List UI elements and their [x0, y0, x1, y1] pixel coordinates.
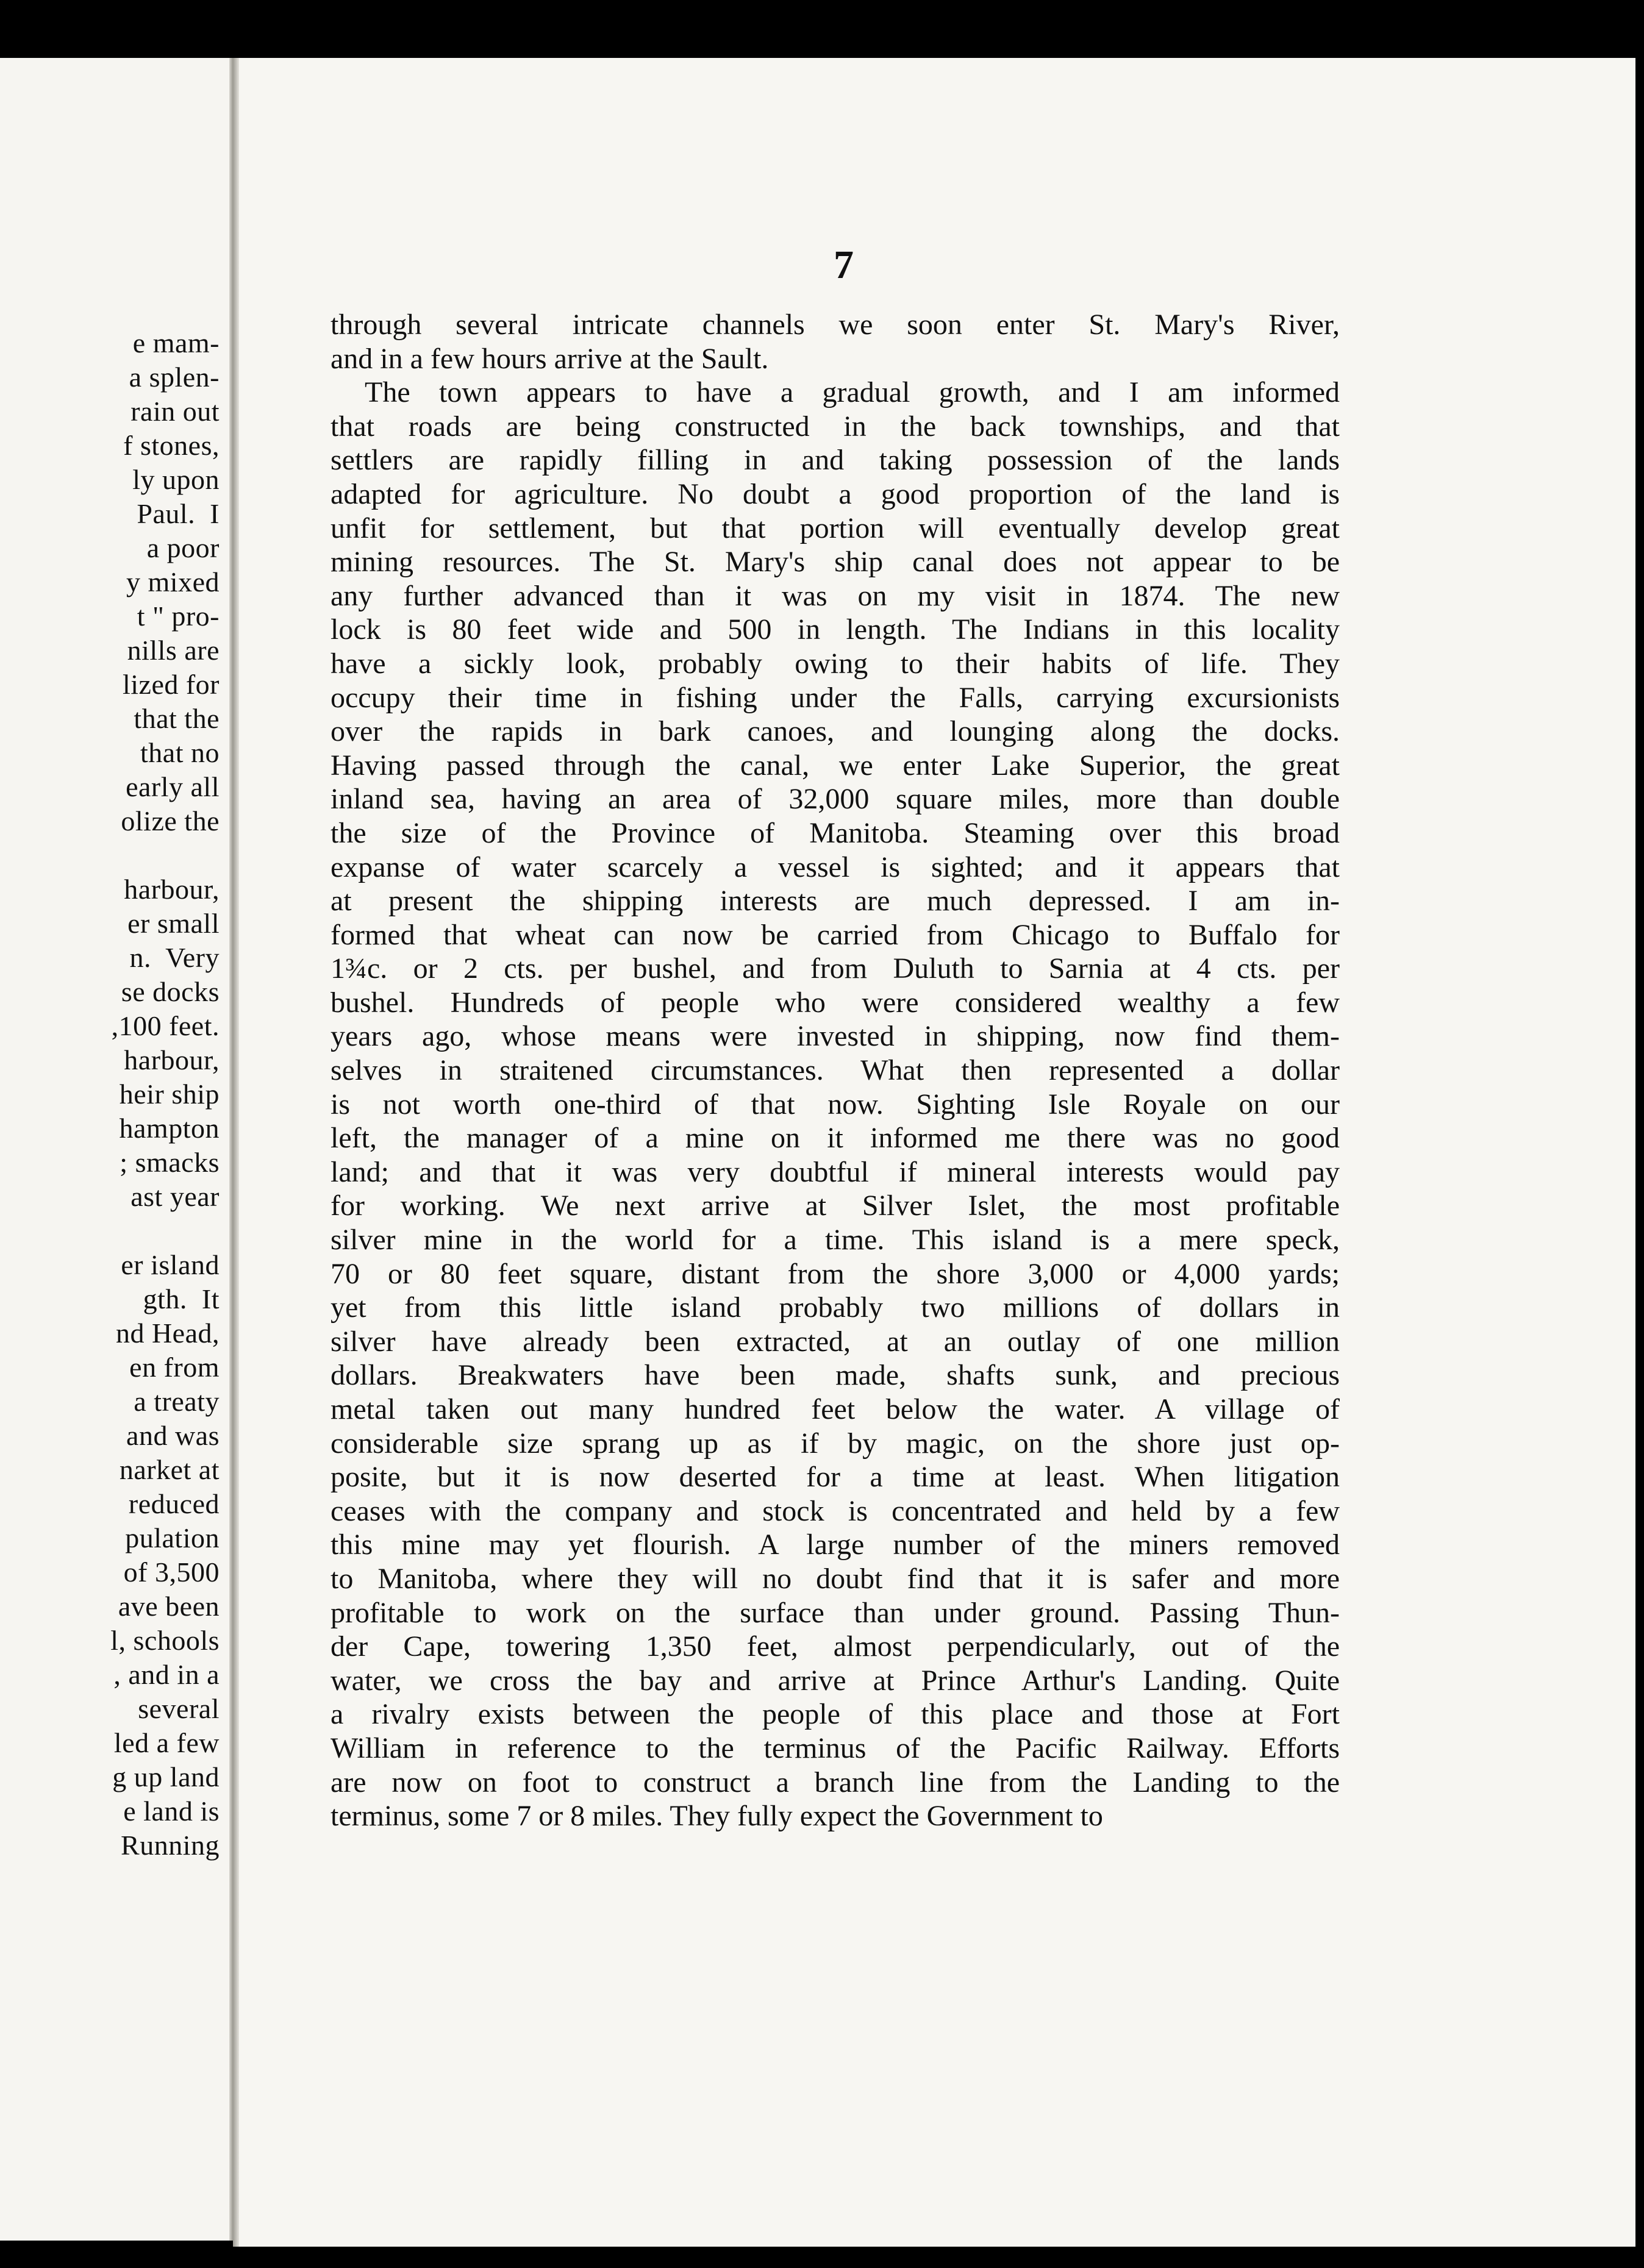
left-page-line: Running [121, 1830, 220, 1861]
left-page-line: pulation [125, 1522, 220, 1553]
left-page-line: ; smacks [120, 1147, 220, 1178]
left-page-line: olize the [121, 805, 220, 836]
body-line: this mine may yet flourish. A large number of the miners removed [331, 1528, 1340, 1561]
body-line: metal taken out many hundred feet below the water. A village of [331, 1393, 1340, 1425]
body-line: William in reference to the terminus of the Pacific Railway. Efforts [331, 1731, 1340, 1764]
left-page-line: a treaty [134, 1386, 220, 1417]
body-line: to Manitoba, where they will no doubt find that it is safer and more [331, 1562, 1340, 1595]
left-page-line: nills are [127, 635, 220, 666]
left-page-fragment [0, 58, 233, 2241]
left-page-line: and was [126, 1420, 220, 1451]
body-line: occupy their time in fishing under the Falls, carrying excursionists [331, 681, 1340, 714]
left-page-line: led a few [113, 1727, 220, 1758]
left-page-line: er small [127, 908, 220, 939]
body-line: are now on foot to construct a branch line from the Landing to the [331, 1766, 1340, 1799]
body-line: the size of the Province of Manitoba. Steaming over this broad [331, 816, 1340, 849]
body-line: have a sickly look, probably owing to their habits of life. They [331, 647, 1340, 680]
left-page-text-column [110, 326, 220, 1863]
body-line: land; and that it was very doubtful if mineral interests would pay [331, 1155, 1340, 1188]
body-line: and in a few hours arrive at the Sault. [331, 342, 769, 375]
body-line: dollars. Breakwaters have been made, shafts sunk, and precious [331, 1359, 1340, 1392]
left-page-line: y mixed [126, 566, 220, 597]
left-page-line: hampton [119, 1113, 220, 1144]
body-line: expanse of water scarcely a vessel is sighted; and it appears that [331, 850, 1340, 883]
left-page-line [110, 838, 220, 872]
body-line: left, the manager of a mine on it informed me there was no good [331, 1122, 1340, 1155]
page-number: 7 [834, 243, 854, 287]
body-line: The town appears to have a gradual growth, and I am informed [365, 376, 1340, 409]
left-page-line: reduced [128, 1488, 220, 1519]
left-page-line: that no [140, 737, 220, 768]
left-page-line: se docks [121, 976, 220, 1007]
body-line: silver have already been extracted, at an outlay of one million [331, 1325, 1340, 1358]
body-line: water, we cross the bay and arrive at Prince Arthur's Landing. Quite [331, 1664, 1340, 1697]
left-page-line: l, schools [110, 1625, 220, 1656]
body-line: silver mine in the world for a time. This island is a mere speck, [331, 1224, 1340, 1257]
body-line: lock is 80 feet wide and 500 in length. The Indians in this locality [331, 613, 1340, 646]
body-line: a rivalry exists between the people of this place and those at Fort [331, 1698, 1340, 1731]
left-page-line: rain out [130, 396, 220, 427]
body-line: inland sea, having an area of 32,000 square miles, more than double [331, 783, 1340, 816]
left-page-line: n. Very [129, 942, 220, 973]
left-page-line: t " pro- [137, 601, 220, 632]
left-page-line: of 3,500 [123, 1557, 220, 1588]
left-page-line: a poor [146, 532, 220, 563]
left-page-line: narket at [119, 1454, 220, 1485]
left-page-line: nd Head, [115, 1318, 220, 1349]
body-line: profitable to work on the surface than under ground. Passing Thun- [331, 1596, 1340, 1629]
body-line: at present the shipping interests are much depressed. I am in- [331, 885, 1340, 918]
body-line: considerable size sprang up as if by magic, on the shore just op- [331, 1427, 1340, 1460]
left-page-line: Paul. I [137, 498, 220, 529]
left-page-line: f stones, [123, 430, 220, 461]
body-line: ceases with the company and stock is concentrated and held by a few [331, 1494, 1340, 1527]
body-line: over the rapids in bark canoes, and lounging along the docks. [331, 715, 1340, 748]
body-line: posite, but it is now deserted for a time at least. When litigation [331, 1461, 1340, 1494]
body-line: yet from this little island probably two millions of dollars in [331, 1291, 1340, 1324]
left-page-line: en from [129, 1352, 220, 1383]
body-line: years ago, whose means were invested in shipping, now find them- [331, 1020, 1340, 1053]
left-page-line: g up land [112, 1761, 220, 1792]
left-page-line: ,100 feet. [111, 1010, 220, 1041]
body-line: mining resources. The St. Mary's ship canal does not appear to be [331, 546, 1340, 579]
body-line: that roads are being constructed in the back townships, and that [331, 410, 1340, 443]
body-line: selves in straitened circumstances. What then represented a dollar [331, 1054, 1340, 1087]
body-line: formed that wheat can now be carried from Chicago to Buffalo for [331, 918, 1340, 951]
left-page-line: heir ship [119, 1079, 220, 1110]
body-line: settlers are rapidly filling in and taking possession of the lands [331, 444, 1340, 477]
body-line: through several intricate channels we soon enter St. Mary's River, [331, 308, 1340, 341]
left-page-line: , and in a [113, 1659, 220, 1690]
left-page-line: several [138, 1693, 220, 1724]
left-page-line: harbour, [124, 874, 220, 905]
body-text [331, 308, 1340, 1833]
left-page-line: ly upon [132, 464, 220, 495]
body-line: for working. We next arrive at Silver Islet, the most profitable [331, 1189, 1340, 1222]
body-line: is not worth one-third of that now. Sighting Isle Royale on our [331, 1088, 1340, 1121]
left-page-line [110, 1214, 220, 1248]
left-page-line: gth. It [143, 1283, 220, 1314]
body-line: terminus, some 7 or 8 miles. They fully expect the Government to [331, 1800, 1103, 1833]
left-page-line: a splen- [129, 362, 220, 393]
body-line: adapted for agriculture. No doubt a good proportion of the land is [331, 477, 1340, 510]
left-page-line: e mam- [132, 327, 220, 358]
body-line: 1¾c. or 2 cts. per bushel, and from Duluth to Sarnia at 4 cts. per [331, 952, 1340, 985]
left-page-line: early all [126, 771, 220, 802]
body-line: der Cape, towering 1,350 feet, almost perpendicularly, out of the [331, 1630, 1340, 1663]
left-page-line: er island [121, 1249, 220, 1280]
body-line: bushel. Hundreds of people who were considered wealthy a few [331, 986, 1340, 1019]
left-page-line: harbour, [124, 1044, 220, 1075]
page-gutter [233, 58, 239, 2247]
left-page-line: ave been [118, 1591, 220, 1622]
left-page-line: e land is [123, 1795, 220, 1827]
body-line: Having passed through the canal, we enter Lake Superior, the great [331, 749, 1340, 782]
left-page-line: lized for [122, 669, 220, 700]
body-line: any further advanced than it was on my visit in 1874. The new [331, 579, 1340, 612]
body-line: 70 or 80 feet square, distant from the shore 3,000 or 4,000 yards; [331, 1257, 1340, 1290]
left-page-line: that the [134, 703, 220, 734]
right-page [233, 58, 1635, 2247]
left-page-line: ast year [130, 1181, 220, 1212]
body-line: unfit for settlement, but that portion will eventually develop great [331, 512, 1340, 544]
